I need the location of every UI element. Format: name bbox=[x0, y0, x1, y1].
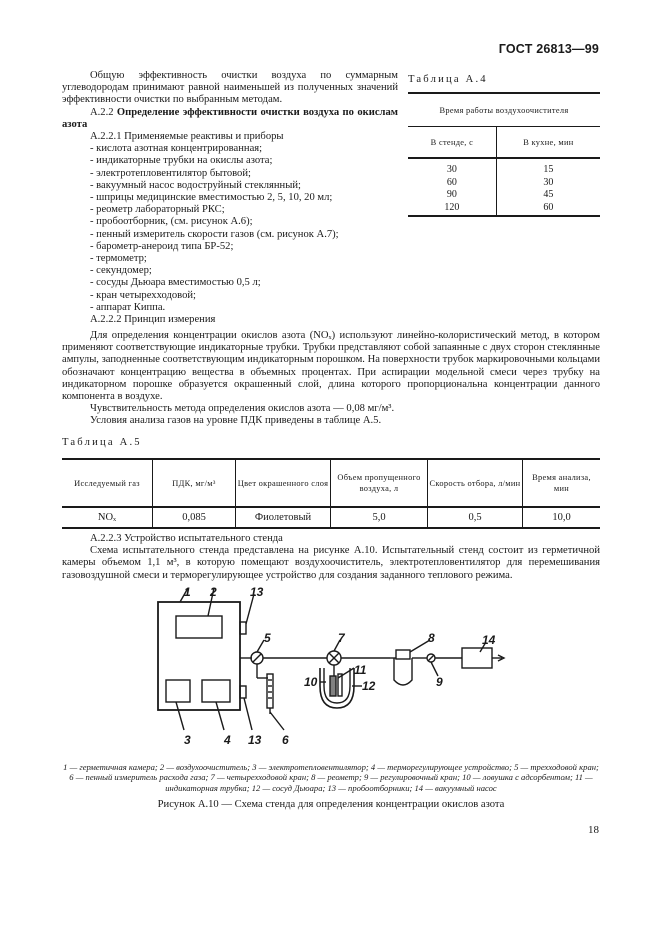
foam-flow-meter bbox=[267, 674, 273, 708]
figure-label: 6 bbox=[282, 733, 289, 747]
list-item: - кислота азотная концентрированная; bbox=[90, 143, 263, 155]
table-a4-header: Время работы воздухоочистителя bbox=[408, 93, 600, 127]
paragraph-efficiency: Общую эффективность очистки воздуха по суммарным углеводородам принимают равной наименьшей из полученных значений эффективности очистки по выбранным методам. bbox=[62, 70, 398, 106]
list-item: - пробоотборник, (см. рисунок А.6); bbox=[90, 216, 253, 228]
figure-label: 5 bbox=[264, 631, 271, 645]
table-row bbox=[408, 177, 600, 190]
thermoregulator bbox=[202, 680, 230, 702]
list-item: - шприцы медицинские вместимостью 2, 5, 10, 20 мл; bbox=[90, 192, 333, 204]
table-cell: 60 bbox=[496, 202, 600, 217]
figure-label: 2 bbox=[210, 585, 217, 599]
table-a4-col1: В стенде, с bbox=[408, 127, 496, 159]
fan-heater bbox=[166, 680, 190, 702]
subsection-a2222: А.2.2.2 Принцип измерения bbox=[90, 314, 216, 326]
table-cell: 0,085 bbox=[153, 507, 236, 528]
section-heading-a222 bbox=[62, 107, 398, 131]
list-item: - реометр лабораторный РКС; bbox=[90, 204, 225, 216]
subsection-a2223: А.2.2.3 Устройство испытательного стенда bbox=[90, 533, 283, 544]
table-cell: 120 bbox=[408, 202, 496, 217]
figure-label: 11 bbox=[354, 663, 367, 677]
figure-caption: Рисунок А.10 — Схема стенда для определения концентрации окислов азота bbox=[157, 799, 505, 810]
air-cleaner bbox=[176, 616, 222, 638]
table-a4-caption: Таблица А.4 bbox=[408, 74, 488, 85]
page-number: 18 bbox=[588, 824, 599, 836]
table-cell: Фиолетовый bbox=[236, 507, 331, 528]
table-row bbox=[62, 507, 600, 528]
table-row bbox=[408, 202, 600, 217]
list-item: - термометр; bbox=[90, 253, 147, 265]
table-row bbox=[408, 189, 600, 202]
table-a4 bbox=[408, 92, 600, 217]
table-a5-caption: Таблица А.5 bbox=[62, 437, 142, 448]
list-item: - пенный измеритель скорости газов (см. рисунок А.7); bbox=[90, 228, 339, 240]
sensitivity-paragraph: Чувствительность метода определения окислов азота — 0,08 мг/м³. bbox=[90, 403, 395, 415]
table-cell: 90 bbox=[408, 189, 496, 202]
table-cell: 45 bbox=[543, 189, 554, 200]
table-cell: 15 bbox=[543, 164, 554, 175]
list-item: - вакуумный насос водоструйный стеклянный; bbox=[90, 179, 301, 191]
conditions-paragraph: Условия анализа газов на уровне ПДК приведены в таблице А.5. bbox=[90, 415, 382, 427]
table-cell: 30 bbox=[543, 176, 554, 188]
list-item: - барометр-анероид типа БР-52; bbox=[90, 240, 234, 252]
table-cell: 10,0 bbox=[523, 507, 601, 528]
table-cell: 5,0 bbox=[331, 507, 428, 528]
section-number: А.2.2 bbox=[90, 106, 117, 118]
figure-label: 14 bbox=[482, 633, 496, 647]
table-cell: 0,5 bbox=[428, 507, 523, 528]
left-column bbox=[62, 70, 398, 326]
table-cell: 30 bbox=[408, 158, 496, 177]
sealed-chamber bbox=[158, 602, 240, 710]
figure-label: 13 bbox=[248, 733, 262, 747]
document-code: ГОСТ 26813—99 bbox=[498, 42, 599, 56]
figure-label: 13 bbox=[250, 585, 264, 599]
figure-label: 8 bbox=[428, 631, 435, 645]
section-title: Определение эффективности очистки воздуха по окислам азота bbox=[62, 106, 398, 130]
stand-paragraph: Схема испытательного стенда представлена на рисунке А.10. Испытательный стенд состоит из герметичной камеры объемом 1,1 м³, в которую помещают воздухоочиститель, электротепловентилятор для перемешивания газовоздушной смеси и терморегулирующее устройство для создания заданного теплового режима. bbox=[62, 545, 600, 581]
principle-paragraph: Для определения концентрации окислов азота (NOₓ) используют линейно-колористический метод, в котором применяют соответствующие индикаторные трубки. Трубки представляют собой запаянные с двух сторон стеклянные ампулы, заподненные соответствующим индикаторным порошком. На поверхности трубок маркировочными кольцами обозначают концентрацию вещества в объемных процентах. При аспирации модельной смеси через трубку на индикаторном порошке образуется окрашенный слой, длина которого пропорциональна концентрации данного компонента в воздухе. bbox=[62, 330, 600, 403]
table-a5-header: Исследуемый газ bbox=[62, 459, 153, 507]
figure-label: 10 bbox=[304, 675, 318, 689]
figure-label: 9 bbox=[436, 675, 443, 689]
table-a5 bbox=[62, 458, 600, 529]
figure-label: 1 bbox=[184, 585, 191, 599]
table-a4-col2: В кухне, мин bbox=[496, 127, 600, 159]
equipment-list bbox=[62, 143, 398, 314]
list-item: - секундомер; bbox=[90, 265, 152, 277]
figure-labels bbox=[184, 585, 496, 747]
table-cell: 60 bbox=[408, 177, 496, 190]
stand-section bbox=[62, 533, 600, 582]
dewar-vessel bbox=[320, 668, 354, 708]
table-row bbox=[408, 158, 600, 177]
list-item: - электротепловентилятор бытовой; bbox=[90, 167, 251, 179]
list-item: - кран четырехходовой; bbox=[90, 289, 196, 301]
list-item: - индикаторные трубки на окислы азота; bbox=[90, 155, 273, 167]
rheometer-tube bbox=[394, 658, 412, 685]
figure-label: 4 bbox=[224, 733, 231, 747]
figure-legend: 1 — герметичная камера; 2 — воздухоочиститель; 3 — электротепловентилятор; 4 — терморегулирующее устройство; 5 — трехходовой кран; 6 — пенный измеритель расхода газа; 7 — четырехходовой кран; 8 — реометр; 9 — регулировочный кран; 10 — ловушка с адсорбентом; 11 — индикаторная трубка; 12 — сосуд Дьюара; 13 — пробоотборники; 14 — вакуумный насос bbox=[63, 762, 599, 793]
vacuum-pump bbox=[462, 648, 492, 668]
table-a5-header: ПДК, мг/м³ bbox=[153, 459, 236, 507]
figure-label: 7 bbox=[338, 631, 345, 645]
table-a5-header: Объем пропущенного воздуха, л bbox=[331, 459, 428, 507]
table-a5-header: Время анализа, мин bbox=[523, 459, 601, 507]
table-cell: NOₓ bbox=[62, 507, 153, 528]
figure-label: 3 bbox=[184, 733, 191, 747]
figure-label: 12 bbox=[362, 679, 376, 693]
figure-a10-diagram bbox=[140, 582, 520, 754]
list-item: - сосуды Дьюара вместимостью 0,5 л; bbox=[90, 277, 261, 289]
list-item: - аппарат Киппа. bbox=[90, 301, 166, 313]
subsection-a2221: А.2.2.1 Применяемые реактивы и приборы bbox=[90, 131, 284, 143]
table-a5-header: Цвет окрашенного слоя bbox=[236, 459, 331, 507]
rheometer bbox=[396, 650, 410, 659]
adsorbent-trap bbox=[330, 676, 336, 696]
principle-section bbox=[62, 330, 600, 428]
table-a5-header: Скорость отбора, л/мин bbox=[428, 459, 523, 507]
